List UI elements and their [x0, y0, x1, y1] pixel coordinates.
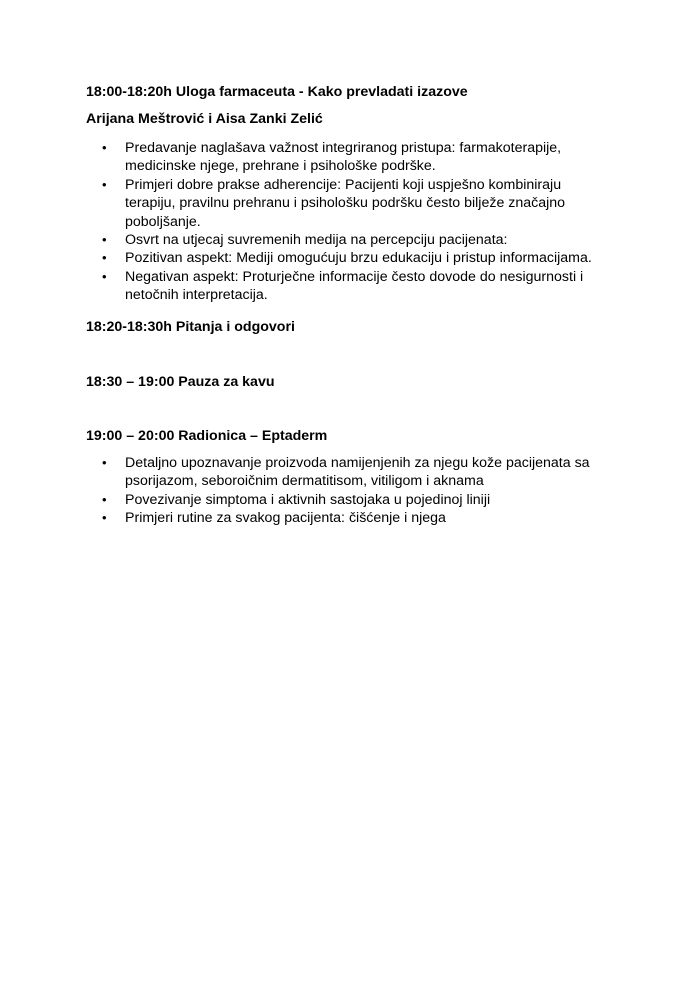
bullet-icon: •: [102, 510, 107, 526]
session-heading-workshop: 19:00 – 20:00 Radionica – Eptaderm: [86, 428, 328, 444]
list-item: • Predavanje naglašava važnost integriranog pristupa: farmakoterapije, medicinske njege, prehrane i psihološke podrške.: [102, 140, 562, 175]
speakers-heading: Arijana Meštrović i Aisa Zanki Zelić: [86, 111, 323, 127]
list-item: • Povezivanje simptoma i aktivnih sastojaka u pojedinoj liniji: [102, 491, 491, 508]
list-item: • Primjeri dobre prakse adherencije: Pacijenti koji uspješno kombiniraju terapiju, pravilnu prehranu i psihološku podršku često bilježe značajno poboljšanje.: [102, 176, 566, 230]
session-heading-pharmacist-role: 18:00-18:20h Uloga farmaceuta - Kako prevladati izazove: [86, 84, 468, 100]
list-item: • Negativan aspekt: Proturječne informacije često dovode do nesigurnosti i netočnih interpretacija.: [102, 268, 584, 304]
session-heading-qa: 18:20-18:30h Pitanja i odgovori: [86, 319, 295, 335]
list-item: • Osvrt na utjecaj suvremenih medija na percepciju pacijenata:: [102, 232, 508, 249]
bullet-icon: •: [102, 176, 107, 192]
bullet-icon: •: [102, 140, 107, 155]
bullet-icon: •: [102, 250, 107, 266]
bullet-icon: •: [102, 232, 107, 248]
bullet-icon: •: [102, 491, 107, 507]
bullet-icon: •: [102, 455, 107, 470]
list-item: • Detaljno upoznavanje proizvoda namijenjenih za njegu kože pacijenata sa psorijazom, seboroičnim dermatitisom, vitiligom i aknama: [102, 455, 590, 490]
workshop-bullet-list: [86, 454, 606, 528]
session-1-bullet-list: [86, 139, 606, 305]
list-item: • Primjeri rutine za svakog pacijenta: čišćenje i njega: [102, 510, 446, 527]
bullet-icon: •: [102, 268, 107, 284]
list-item: • Pozitivan aspekt: Mediji omogućuju brzu edukaciju i pristup informacijama.: [102, 250, 592, 267]
session-heading-coffee-break: 18:30 – 19:00 Pauza za kavu: [86, 374, 275, 390]
